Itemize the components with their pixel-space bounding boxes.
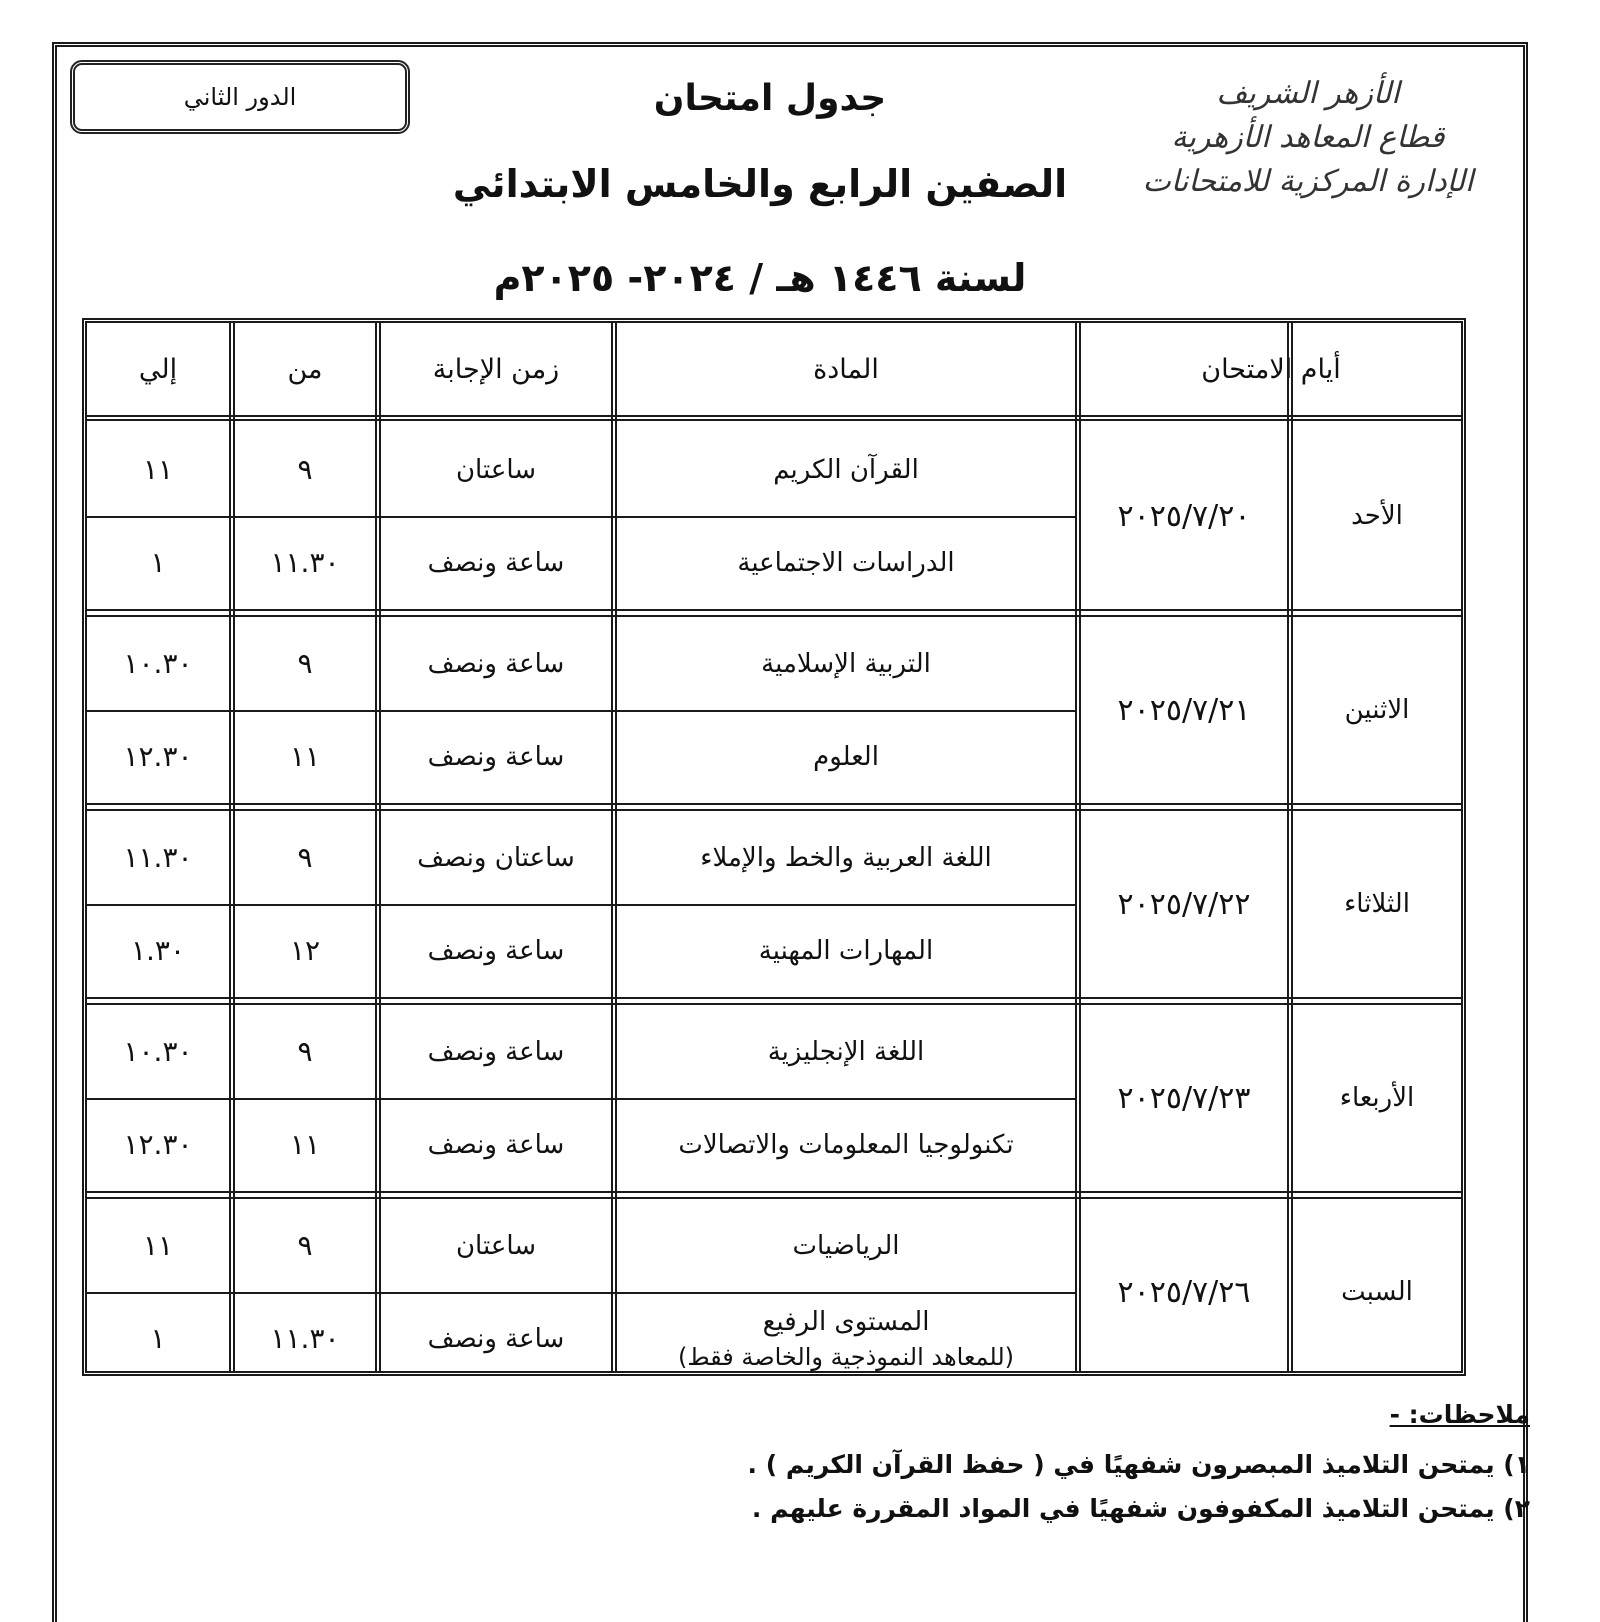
subject-name: القرآن الكريم bbox=[773, 454, 919, 485]
logo-line-1: الأزهر الشريف bbox=[1216, 76, 1400, 111]
subject-name: الرياضيات bbox=[792, 1230, 900, 1261]
table-rule bbox=[87, 1292, 1075, 1294]
exam-day: الثلاثاء bbox=[1344, 889, 1410, 919]
table-rule bbox=[87, 516, 1075, 518]
exam-from: ٩ bbox=[297, 647, 313, 680]
exam-subject bbox=[617, 904, 1075, 997]
exam-duration: ساعة ونصف bbox=[427, 547, 565, 578]
subject-name: العلوم bbox=[813, 741, 879, 772]
exam-duration: ساعتان bbox=[455, 1230, 537, 1261]
exam-duration: ساعة ونصف bbox=[427, 1036, 565, 1067]
column-header-from: من bbox=[287, 353, 323, 385]
exam-from: ٩ bbox=[297, 841, 313, 874]
exam-day: الأربعاء bbox=[1339, 1083, 1415, 1113]
column-header-duration: زمن الإجابة bbox=[432, 353, 560, 385]
exam-round-box bbox=[70, 60, 410, 134]
exam-subject bbox=[617, 811, 1075, 904]
exam-day: الاثنين bbox=[1344, 695, 1410, 725]
exam-date: ٢٠٢٥/٧/٢٠ bbox=[1117, 498, 1251, 534]
table-rule bbox=[87, 710, 1075, 712]
column-header-to: إلي bbox=[138, 353, 178, 385]
exam-to: ١٢.٣٠ bbox=[123, 1128, 193, 1161]
exam-subject bbox=[617, 516, 1075, 609]
exam-duration: ساعة ونصف bbox=[427, 648, 565, 679]
subject-name: الدراسات الاجتماعية bbox=[737, 547, 955, 578]
subject-note: (للمعاهد النموذجية والخاصة فقط) bbox=[677, 1342, 1015, 1371]
exam-duration: ساعة ونصف bbox=[427, 1129, 565, 1160]
column-header-days: أيام الامتحان bbox=[1201, 353, 1341, 385]
exam-duration: ساعة ونصف bbox=[427, 1323, 565, 1354]
exam-subject bbox=[617, 1005, 1075, 1098]
exam-to: ١٢.٣٠ bbox=[123, 740, 193, 773]
subject-name: تكنولوجيا المعلومات والاتصالات bbox=[678, 1129, 1014, 1160]
exam-round-label: الدور الثاني bbox=[183, 83, 297, 111]
document-title: جدول امتحان bbox=[653, 78, 887, 119]
table-rule bbox=[87, 904, 1075, 906]
exam-schedule-table bbox=[82, 318, 1466, 1376]
exam-to: ١٠.٣٠ bbox=[123, 1035, 193, 1068]
exam-subject bbox=[617, 710, 1075, 803]
subject-name: اللغة العربية والخط والإملاء bbox=[700, 842, 992, 873]
exam-to: ١١.٣٠ bbox=[123, 841, 193, 874]
table-rule bbox=[87, 803, 1461, 811]
subject-name: المستوى الرفيع bbox=[762, 1306, 930, 1337]
logo-line-3: الإدارة المركزية للامتحانات bbox=[1142, 164, 1474, 199]
exam-date: ٢٠٢٥/٧/٢٣ bbox=[1117, 1080, 1251, 1116]
subject-name: المهارات المهنية bbox=[758, 935, 934, 966]
exam-from: ٩ bbox=[297, 1035, 313, 1068]
exam-to: ١١ bbox=[142, 1229, 174, 1262]
table-rule bbox=[87, 997, 1461, 1005]
exam-duration: ساعة ونصف bbox=[427, 935, 565, 966]
exam-subject bbox=[617, 1199, 1075, 1292]
exam-subject bbox=[617, 423, 1075, 516]
logo-line-2: قطاع المعاهد الأزهرية bbox=[1171, 120, 1445, 155]
table-rule bbox=[87, 609, 1461, 617]
document-subtitle: الصفين الرابع والخامس الابتدائي bbox=[452, 162, 1068, 206]
exam-duration: ساعتان bbox=[455, 454, 537, 485]
exam-from: ٩ bbox=[297, 1229, 313, 1262]
exam-subject bbox=[617, 617, 1075, 710]
exam-to: ١.٣٠ bbox=[130, 934, 186, 967]
exam-from: ١١.٣٠ bbox=[270, 1322, 340, 1355]
table-rule bbox=[87, 1098, 1075, 1100]
exam-from: ١٢ bbox=[289, 934, 321, 967]
exam-duration: ساعتان ونصف bbox=[417, 842, 575, 873]
exam-date: ٢٠٢٥/٧/٢٢ bbox=[1117, 886, 1251, 922]
exam-from: ١١ bbox=[289, 740, 321, 773]
azhar-logo bbox=[1108, 72, 1508, 222]
exam-to: ١ bbox=[150, 1322, 166, 1355]
exam-date: ٢٠٢٥/٧/٢٦ bbox=[1117, 1274, 1251, 1310]
exam-duration: ساعة ونصف bbox=[427, 741, 565, 772]
exam-from: ٩ bbox=[297, 453, 313, 486]
exam-to: ١١ bbox=[142, 453, 174, 486]
subject-name: التربية الإسلامية bbox=[761, 648, 931, 679]
subject-name: اللغة الإنجليزية bbox=[767, 1036, 925, 1067]
notes-title: ملاحظات: - bbox=[1389, 1400, 1530, 1429]
note-item: ٢) يمتحن التلاميذ المكفوفون شفهيًا في المواد المقررة عليهم . bbox=[751, 1494, 1530, 1523]
exam-subject bbox=[617, 1292, 1075, 1385]
note-item: ١) يمتحن التلاميذ المبصرون شفهيًا في ( حفظ القرآن الكريم ) . bbox=[747, 1450, 1530, 1479]
table-rule bbox=[87, 1191, 1461, 1199]
exam-date: ٢٠٢٥/٧/٢١ bbox=[1117, 692, 1251, 728]
exam-subject bbox=[617, 1098, 1075, 1191]
column-header-subject: المادة bbox=[813, 353, 879, 385]
academic-year: لسنة ١٤٤٦ هـ / ٢٠٢٤- ٢٠٢٥م bbox=[493, 256, 1027, 300]
exam-day: الأحد bbox=[1351, 501, 1403, 531]
exam-from: ١١.٣٠ bbox=[270, 546, 340, 579]
exam-day: السبت bbox=[1341, 1277, 1413, 1307]
exam-to: ١ bbox=[150, 546, 166, 579]
exam-to: ١٠.٣٠ bbox=[123, 647, 193, 680]
exam-from: ١١ bbox=[289, 1128, 321, 1161]
notes-section bbox=[430, 1400, 1530, 1531]
table-rule bbox=[87, 415, 1461, 421]
